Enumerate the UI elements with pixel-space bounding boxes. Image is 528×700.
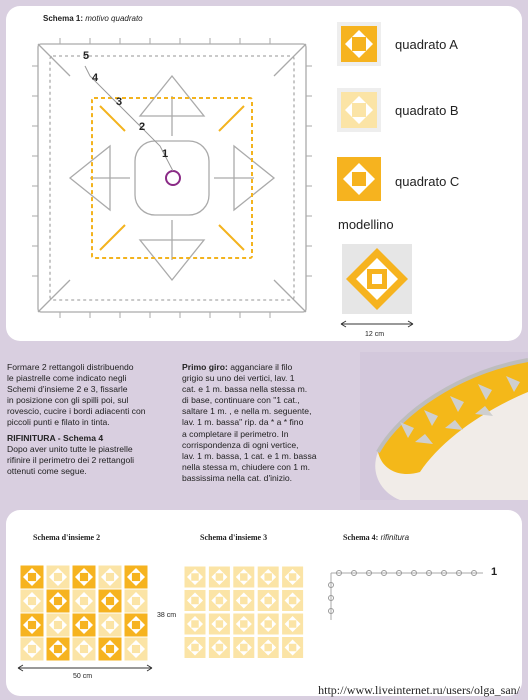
square-b-swatch bbox=[337, 88, 381, 132]
schema3-tile bbox=[233, 566, 255, 588]
schema3-tile bbox=[233, 590, 255, 612]
schema2-tile bbox=[20, 637, 44, 661]
schema2-tile bbox=[124, 613, 148, 637]
square-b-label: quadrato B bbox=[395, 103, 459, 118]
schema3-tile bbox=[208, 637, 230, 659]
schema4-title: Schema 4: rifinitura bbox=[343, 533, 410, 542]
schema3-tile bbox=[184, 566, 206, 588]
schema2-tile bbox=[72, 589, 96, 613]
schema4-number: 1 bbox=[491, 566, 498, 578]
schema2-tile bbox=[20, 613, 44, 637]
instructions-col1: Formare 2 rettangoli distribuendo le piastrelle come indicato negli Schemi d'insieme 2 e 3, fissarle in posizione con gli spilli poi, sul rovescio, cucire i bordi adiacenti con piccoli punti e filato in tinta. RIFINITURA - Schema 4 Dopo aver unito tutte le piastrelle rifinire il perimetro dei 2 rettangoli ottenuti come segue. bbox=[7, 362, 182, 477]
width-arrow bbox=[339, 320, 415, 328]
schema3-tile bbox=[233, 637, 255, 659]
schema3-grid bbox=[184, 566, 306, 661]
watermark: http://www.liveinternet.ru/users/olga_san/ bbox=[318, 683, 520, 697]
finish-heading: RIFINITURA - Schema 4 bbox=[7, 432, 104, 443]
modellino-label: modellino bbox=[338, 217, 394, 232]
schema2-tile bbox=[72, 637, 96, 661]
schema2-width-label: 50 cm bbox=[73, 673, 93, 680]
round-heading: Primo giro: bbox=[182, 362, 228, 372]
chart-number-1: 1 bbox=[162, 148, 169, 160]
schema3-tile bbox=[282, 566, 304, 588]
schema2-tile bbox=[46, 637, 70, 661]
square-a-label: quadrato A bbox=[395, 37, 458, 52]
square-c-swatch bbox=[337, 157, 381, 201]
schema3-title: Schema d'insieme 3 bbox=[200, 533, 268, 542]
schema2-width-arrow bbox=[16, 664, 156, 672]
schema3-tile bbox=[233, 613, 255, 635]
schema3-tile bbox=[184, 590, 206, 612]
square-a-swatch bbox=[337, 22, 381, 66]
width-label: 12 cm bbox=[365, 331, 385, 338]
schema2-grid bbox=[20, 565, 150, 661]
schema2-tile bbox=[46, 565, 70, 589]
schema2-height-label: 38 cm bbox=[157, 612, 177, 619]
schema3-tile bbox=[184, 637, 206, 659]
schema2-tile bbox=[124, 589, 148, 613]
schema2-tile bbox=[98, 565, 122, 589]
square-c-label: quadrato C bbox=[395, 174, 460, 189]
schema2-tile bbox=[46, 589, 70, 613]
schema3-tile bbox=[257, 566, 279, 588]
schema2-tile bbox=[20, 589, 44, 613]
crochet-chart bbox=[30, 36, 320, 326]
schema2-tile bbox=[46, 613, 70, 637]
schema2-title: Schema d'insieme 2 bbox=[33, 533, 101, 542]
schema3-tile bbox=[282, 637, 304, 659]
instructions-col2: Primo giro: agganciare il filo grigio su uno dei vertici, lav. 1 cat. e 1 m. bassa nella stessa m. di base, continuare con "1 cat., saltare 1 m. , e nella m. seguente, lav. 1 m. bassa" rip. da * a * fino a completare il perimetro. In corrispondenza di ogni vertice, lav. 1 m. bassa, 1 cat. e 1 m. bassa nella stessa m, chiudere con 1 m. bassissima nella cat. d'inizio. bbox=[182, 362, 317, 483]
schema3-tile bbox=[208, 566, 230, 588]
schema2-tile bbox=[72, 613, 96, 637]
schema2-tile bbox=[98, 589, 122, 613]
modellino-swatch bbox=[342, 244, 412, 314]
schema2-tile bbox=[124, 565, 148, 589]
schema3-tile bbox=[257, 637, 279, 659]
schema4-chart bbox=[325, 565, 485, 625]
schema3-tile bbox=[257, 613, 279, 635]
schema3-tile bbox=[282, 590, 304, 612]
schema3-tile bbox=[282, 613, 304, 635]
schema2-tile bbox=[98, 613, 122, 637]
chart-number-5: 5 bbox=[83, 50, 90, 62]
schema2-tile bbox=[72, 565, 96, 589]
schema3-tile bbox=[257, 590, 279, 612]
schema2-tile bbox=[98, 637, 122, 661]
schema3-tile bbox=[208, 613, 230, 635]
chart-number-2: 2 bbox=[139, 121, 146, 133]
schema1-title: Schema 1: motivo quadrato bbox=[43, 14, 143, 23]
chart-number-4: 4 bbox=[92, 72, 99, 84]
schema3-tile bbox=[208, 590, 230, 612]
schema2-tile bbox=[20, 565, 44, 589]
schema3-tile bbox=[184, 613, 206, 635]
chart-number-3: 3 bbox=[116, 96, 123, 108]
magic-ring-icon bbox=[166, 171, 180, 185]
pillow-photo bbox=[360, 352, 528, 500]
schema2-tile bbox=[124, 637, 148, 661]
